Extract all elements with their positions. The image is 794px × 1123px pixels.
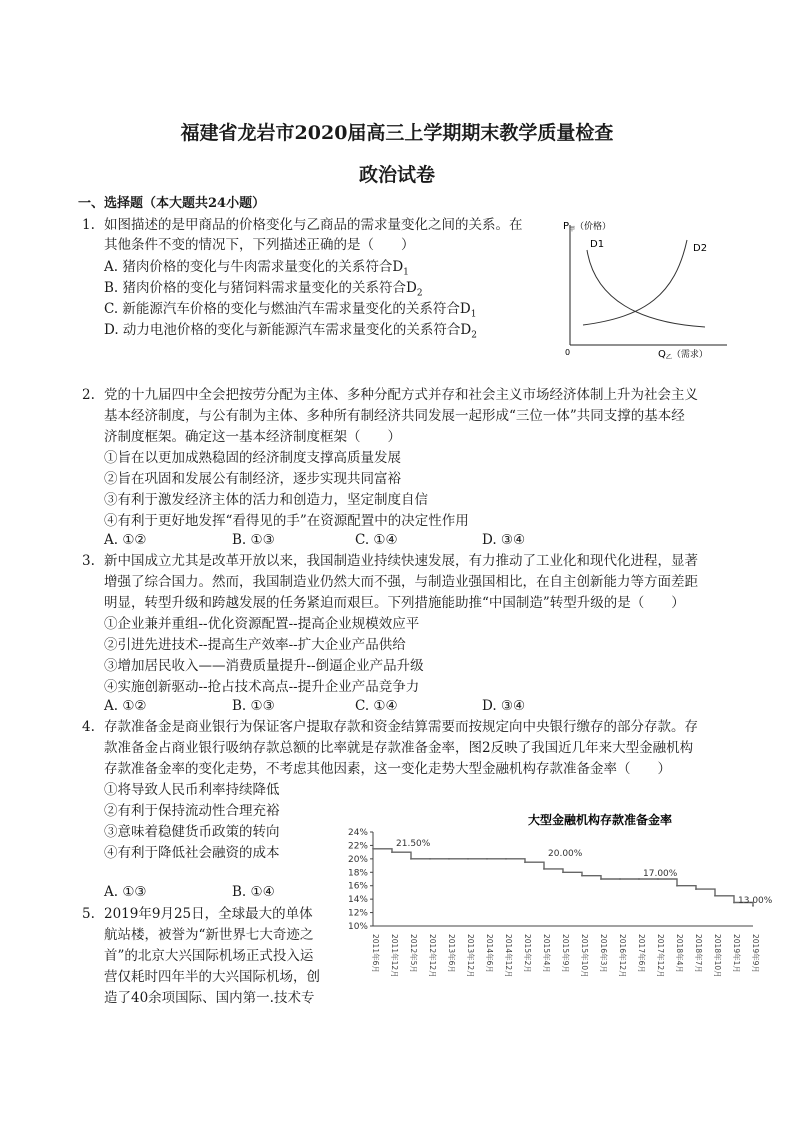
- question-text: 新中国成立尤其是改革开放以来，我国制造业持续快速发展，有力推动了工业化和现代化进程，显著: [104, 553, 698, 569]
- data-point: [391, 851, 393, 853]
- option-subscript: 2: [416, 288, 423, 299]
- data-label: 21.50%: [396, 838, 431, 849]
- question-text: 增强了综合国力。然而，我国制造业仍然大而不强，与制造业强国相比，在自主创新能力等方面差距: [104, 574, 698, 590]
- question-number: 1.: [82, 217, 95, 233]
- x-tick-label: 2017年12月: [656, 934, 665, 978]
- question-text: 济制度框架。确定这一基本经济制度框架（ ）: [104, 429, 401, 445]
- option-b: B. ①④: [232, 884, 275, 900]
- y-tick-label: 20%: [347, 854, 368, 865]
- x-tick-label: 2018年10月: [713, 934, 722, 978]
- question-number: 2.: [82, 387, 95, 403]
- data-point: [581, 875, 583, 877]
- x-tick-label: 2012年12月: [428, 934, 437, 978]
- x-tick-label: 2015年9月: [561, 934, 570, 973]
- question-text: 首”的北京大兴国际机场正式投入运: [104, 948, 314, 964]
- question-text: 明显，转型升级和跨越发展的任务紧迫而艰巨。下列措施能助推“中国制造”转型升级的是（ ）: [104, 595, 685, 611]
- data-point: [410, 858, 412, 860]
- x-tick-label: 2012年5月: [409, 934, 418, 973]
- data-label: 13.00%: [738, 895, 773, 906]
- question-number: 4.: [82, 719, 95, 735]
- question-text: 党的十九届四中全会把按劳分配为主体、多种分配方式并存和社会主义市场经济体制上升为社会主义: [104, 387, 698, 403]
- x-tick-label: 2014年6月: [485, 934, 494, 973]
- y-tick-label: 16%: [347, 881, 368, 892]
- curve-d1: [587, 250, 705, 327]
- option-b: B. ①③: [232, 698, 275, 714]
- statement: ④实施创新驱动--抢占技术高点--提升企业产品竞争力: [104, 679, 420, 695]
- statement: ④有利于更好地发挥“看得见的手”在资源配置中的决定性作用: [104, 513, 469, 529]
- option-c: C. ①④: [355, 698, 398, 714]
- data-point: [524, 861, 526, 863]
- data-point: [448, 858, 450, 860]
- x-tick-label: 2011年12月: [390, 934, 399, 978]
- data-point: [429, 858, 431, 860]
- data-point: [505, 858, 507, 860]
- data-point: [695, 888, 697, 890]
- statement: ②有利于保持流动性合理充裕: [104, 803, 280, 819]
- statement: ③增加居民收入——消费质量提升--倒逼企业产品升级: [104, 658, 424, 674]
- x-tick-label: 2016年12月: [618, 934, 627, 978]
- data-point: [467, 858, 469, 860]
- x-tick-label: 2019年1月: [732, 934, 741, 973]
- page-subtitle: 政治试卷: [358, 164, 435, 186]
- question-text: 营仅耗时四年半的大兴国际机场，创: [104, 969, 320, 985]
- question-number: 5.: [82, 906, 95, 922]
- origin-label: 0: [565, 348, 571, 357]
- data-point: [638, 878, 640, 880]
- option-text: B. 猪肉价格的变化与猪饲料需求量变化的关系符合D: [104, 280, 417, 296]
- question-number: 3.: [82, 553, 95, 569]
- curve-d2: [583, 240, 687, 325]
- data-label: 17.00%: [643, 869, 678, 879]
- statement: ①旨在以更加成熟稳固的经济制度支撑高质量发展: [104, 450, 401, 466]
- statement: ③有利于激发经济主体的活力和创造力，坚定制度自信: [104, 492, 428, 508]
- option-subscript: 1: [470, 309, 477, 320]
- option-c: C. ①④: [355, 532, 398, 548]
- question-text: 航站楼，被誉为“新世界七大奇迹之: [104, 927, 314, 943]
- statement: ①将导致人民币利率持续降低: [104, 782, 280, 798]
- data-point: [714, 895, 716, 897]
- option-text: D. 动力电池价格的变化与新能源汽车需求量变化的关系符合D: [104, 322, 472, 338]
- option-d: [104, 320, 477, 346]
- statement: ④有利于降低社会融资的成本: [104, 845, 280, 861]
- y-tick-label: 22%: [347, 841, 368, 852]
- data-point: [543, 868, 545, 870]
- question-text: 其他条件不变的情况下，下列描述正确的是（ ）: [104, 237, 415, 253]
- x-tick-label: 2018年7月: [694, 934, 703, 973]
- x-tick-label: 2016年3月: [599, 934, 608, 973]
- question-text: 如图描述的是甲商品的价格变化与乙商品的需求量变化之间的关系。在: [104, 217, 523, 233]
- question-text: 存款准备金是商业银行为保证客户提取存款和资金结算需要而按规定向中央银行缴存的部分存款。存: [104, 719, 698, 735]
- data-point: [676, 885, 678, 887]
- x-tick-label: 2019年9月: [751, 934, 760, 973]
- option-a: A. ①③: [104, 884, 147, 900]
- x-tick-label: 2014年12月: [504, 934, 513, 978]
- data-point: [619, 878, 621, 880]
- option-a: A. ①②: [104, 698, 147, 714]
- y-tick-label: 18%: [347, 868, 368, 879]
- data-point: [372, 848, 374, 850]
- question-text: 存款准备金率的变化走势，不考虑其他因素，这一变化走势大型金融机构存款准备金率（ ）: [104, 761, 671, 777]
- x-axis-label: $Q_乙$（需求）: [658, 349, 708, 361]
- data-point: [486, 858, 488, 860]
- y-tick-label: 24%: [347, 828, 368, 838]
- option-subscript: 2: [471, 330, 477, 341]
- option-d: D. ③④: [482, 532, 526, 548]
- question-text: 基本经济制度，与公有制为主体、多种所有制经济共同发展一起形成“三位一体”共同支撑的基本经: [104, 408, 685, 424]
- option-text: C. 新能源汽车价格的变化与燃油汽车需求量变化的关系符合D: [104, 301, 471, 317]
- section-heading: 一、选择题（本大题共24小题）: [78, 196, 266, 211]
- option-subscript: 1: [403, 267, 409, 278]
- y-axis-label: $P_甲$（价格）: [563, 221, 612, 233]
- data-point: [733, 902, 735, 904]
- x-tick-label: 2011年6月: [371, 934, 380, 973]
- chart-title: 大型金融机构存款准备金率: [527, 813, 673, 827]
- curve-d1-label: D1: [590, 239, 605, 250]
- x-tick-label: 2013年6月: [447, 934, 456, 973]
- x-tick-label: 2015年4月: [542, 934, 551, 973]
- data-point: [600, 878, 602, 880]
- question-text: 款准备金占商业银行吸纳存款总额的比率就是存款准备金率，图2反映了我国近几年来大型金融机构: [104, 740, 694, 756]
- x-tick-label: 2018年4月: [675, 934, 684, 973]
- reserve-ratio-chart: [335, 808, 773, 1020]
- y-tick-label: 12%: [347, 908, 368, 919]
- statement: ②旨在巩固和发展公有制经济，逐步实现共同富裕: [104, 471, 401, 487]
- statement: ①企业兼并重组--优化资源配置--提高企业规模效应平: [104, 616, 420, 632]
- x-tick-label: 2013年12月: [466, 934, 475, 978]
- option-text: A. 猪肉价格的变化与牛肉需求量变化的关系符合D: [104, 259, 404, 275]
- statement: ②引进先进技术--提高生产效率--扩大企业产品供给: [104, 637, 406, 653]
- x-tick-label: 2015年2月: [523, 934, 532, 973]
- x-tick-label: 2015年10月: [580, 934, 589, 978]
- data-point: [562, 871, 564, 873]
- curve-d2-label: D2: [693, 243, 708, 254]
- page-title: 福建省龙岩市2020届高三上学期期末教学质量检查: [180, 122, 614, 144]
- option-d: D. ③④: [482, 698, 526, 714]
- option-b: B. ①③: [232, 532, 275, 548]
- statement: ③意味着稳健货币政策的转向: [104, 824, 280, 840]
- y-tick-label: 10%: [347, 922, 368, 932]
- data-label: 20.00%: [548, 848, 583, 859]
- demand-graph: [555, 215, 735, 365]
- x-tick-label: 2017年6月: [637, 934, 646, 973]
- option-a: A. ①②: [104, 532, 147, 548]
- y-tick-label: 14%: [347, 895, 368, 906]
- question-text: 造了40余项国际、国内第一.技术专: [104, 990, 315, 1006]
- question-text: 2019年9月25日，全球最大的单体: [104, 906, 313, 922]
